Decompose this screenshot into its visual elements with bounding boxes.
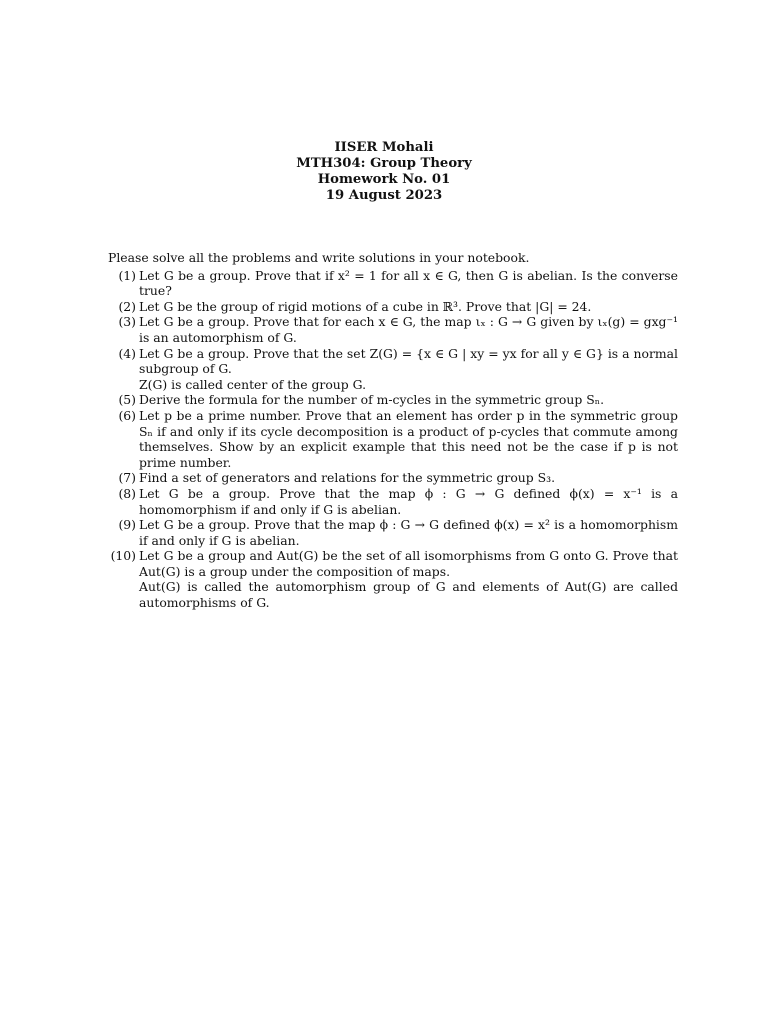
document-header: [0, 140, 768, 204]
problem-item: [108, 392, 678, 408]
problem-item: [108, 408, 678, 470]
problem-text: Let G be a group and Aut(G) be the set of all isomorphisms from G onto G. Prove that Aut(G) is a group under the composition of maps.: [139, 548, 678, 579]
problem-list: [108, 268, 678, 611]
problem-item: [108, 299, 678, 315]
problem-item: [108, 517, 678, 548]
problem-number: (4): [118, 345, 136, 361]
instructions: Please solve all the problems and write solutions in your notebook.: [108, 250, 530, 265]
problem-item: [108, 346, 678, 393]
problem-item: [108, 486, 678, 517]
problem-number: (9): [118, 517, 136, 533]
problem-number: (3): [118, 314, 136, 330]
course-title: MTH304: Group Theory: [296, 156, 472, 171]
problem-item: [108, 268, 678, 299]
problem-item: [108, 470, 678, 486]
problem-text: Let G be a group. Prove that the map ϕ : G → G defined ϕ(x) = x⁻¹ is a homomorphism if and only if G is abelian.: [139, 485, 678, 517]
problem-note: Z(G) is called center of the group G.: [139, 376, 367, 392]
problem-item: [108, 548, 678, 610]
problem-text: Derive the formula for the number of m-cycles in the symmetric group Sₙ.: [139, 392, 605, 408]
problem-text: Let G be a group. Prove that the map ϕ : G → G defined ϕ(x) = x² is a homomorphism if and only if G is abelian.: [139, 517, 678, 548]
problem-number: (6): [118, 407, 136, 423]
problem-item: [108, 314, 678, 345]
problem-number: (2): [118, 298, 136, 314]
problem-number: (1): [118, 267, 136, 283]
problem-text: Let G be a group. Prove that for each x ∈ G, the map ιₓ : G → G given by ιₓ(g) = gxg⁻¹ is an automorphism of G.: [139, 314, 678, 345]
problem-number: (8): [118, 485, 136, 501]
problem-number: (7): [118, 470, 136, 486]
problem-text: Let p be a prime number. Prove that an element has order p in the symmetric group Sₙ if and only if its cycle decomposition is a product of p-cycles that commute among themselves. Show by an explicit example that this need not be the case if p is not prime number.: [139, 407, 678, 470]
problem-number: (5): [118, 392, 136, 408]
problem-text: Let G be the group of rigid motions of a cube in ℝ³. Prove that |G| = 24.: [139, 298, 592, 314]
problem-note: Aut(G) is called the automorphism group of G and elements of Aut(G) are called automorphisms of G.: [139, 579, 678, 611]
homework-title: Homework No. 01: [317, 172, 451, 187]
problem-text: Let G be a group. Prove that the set Z(G) = {x ∈ G | xy = yx for all y ∈ G} is a normal subgroup of G.: [139, 345, 678, 377]
homework-date: 19 August 2023: [325, 188, 443, 203]
problem-text: Let G be a group. Prove that if x² = 1 for all x ∈ G, then G is abelian. Is the converse true?: [139, 267, 678, 299]
problem-number: (10): [110, 548, 136, 564]
problem-text: Find a set of generators and relations for the symmetric group S₃.: [139, 470, 556, 486]
document-body: [108, 250, 678, 611]
institution-name: IISER Mohali: [334, 140, 434, 155]
